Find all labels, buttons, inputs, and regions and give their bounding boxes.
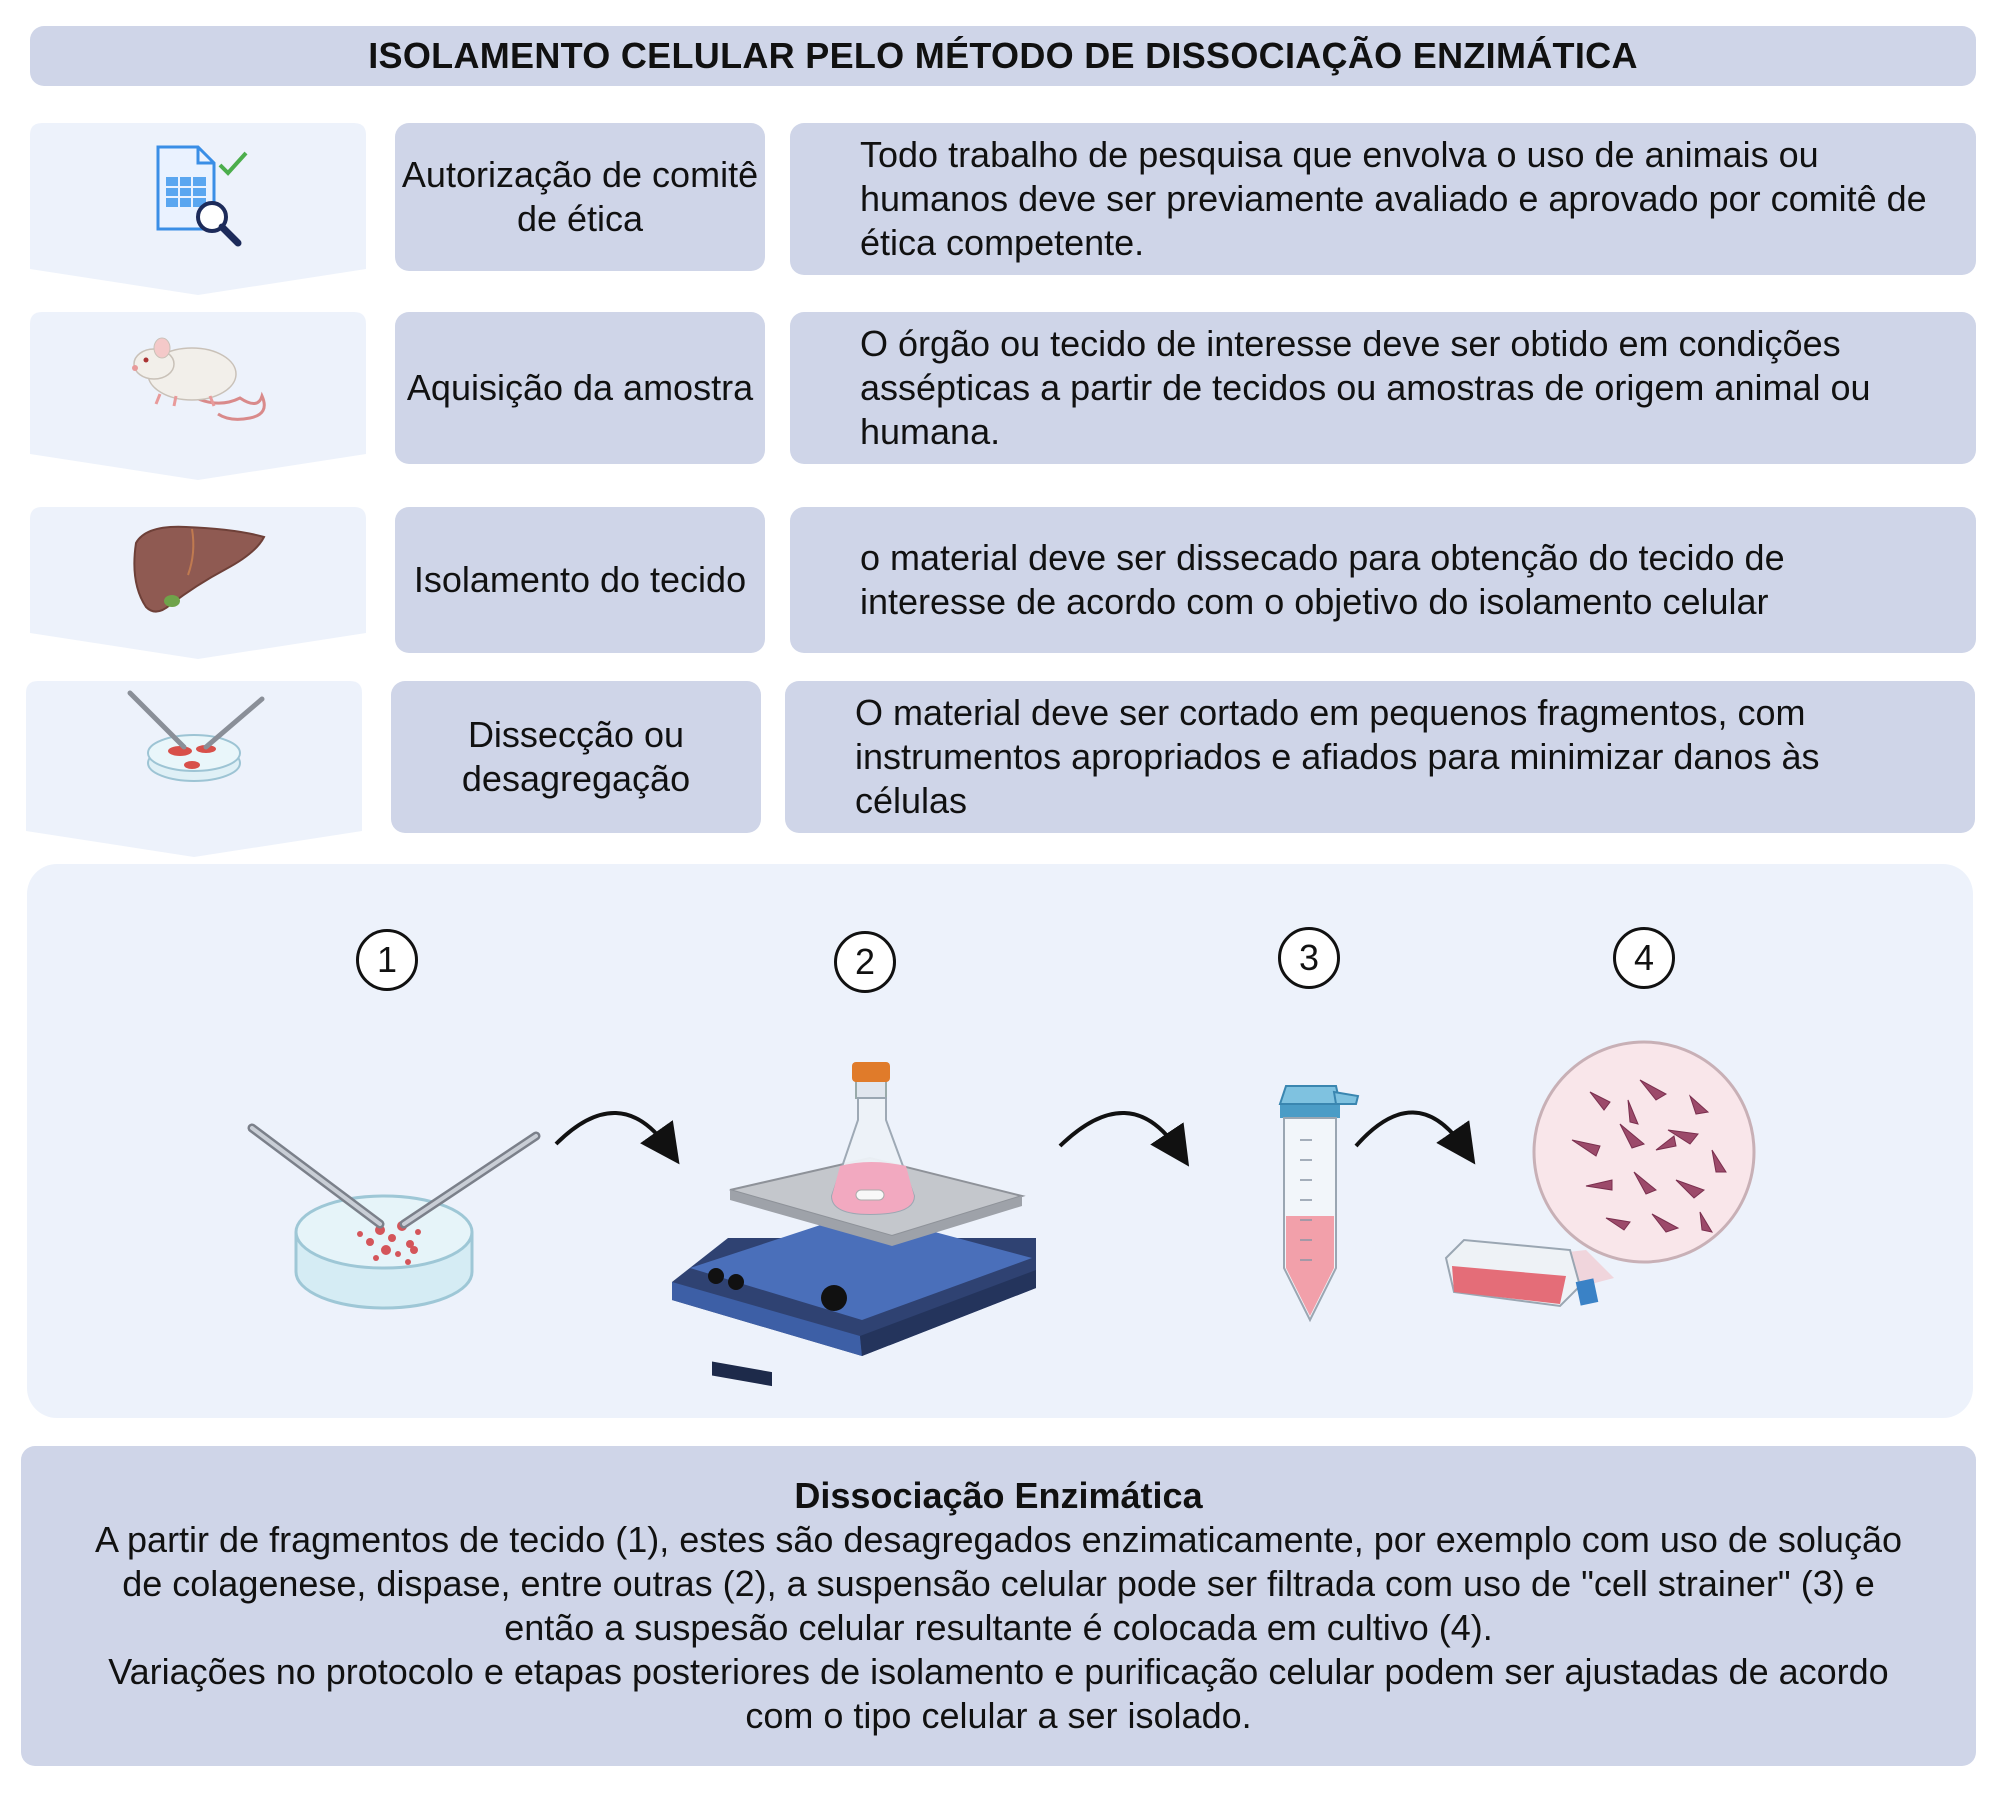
summary-paragraph-2: Variações no protocolo e etapas posteriores de isolamento e purificação celular podem ser ajustadas de acordo com o tipo celular a ser isolado. (108, 1651, 1889, 1736)
summary-panel (21, 1446, 1976, 1766)
tissue-fragments-petri-icon (252, 1128, 536, 1308)
page-title: ISOLAMENTO CELULAR PELO MÉTODO DE DISSOCIAÇÃO ENZIMÁTICA (30, 26, 1976, 86)
arrow-2-to-3 (1060, 1113, 1178, 1150)
step-number-3: 3 (1278, 927, 1340, 989)
step-number-1: 1 (356, 929, 418, 991)
step-4-description-text: O material deve ser cortado em pequenos fragmentos, com instrumentos apropriados e afiados para minimizar danos às células (855, 692, 1820, 821)
step-number-2: 2 (834, 931, 896, 993)
summary-paragraph-1: A partir de fragmentos de tecido (1), estes são desagregados enzimaticamente, por exemplo com uso de solução de colagenese, dispase, entre outras (2), a suspensão celular pode ser filtrada com uso de "cell strainer" (3) e então a suspesão celular resultante é colocada em cultivo (4). (95, 1519, 1902, 1648)
cell-strainer-tube-icon (1280, 1086, 1358, 1320)
flask-shaker-icon (672, 1062, 1036, 1386)
step-number-4: 4 (1613, 927, 1675, 989)
step-4-label: Dissecção ou desagregação (391, 681, 761, 833)
culture-flask-cells-icon (1446, 1042, 1754, 1306)
step-3-description-text: o material deve ser dissecado para obtenção do tecido de interesse de acordo com o objetivo do isolamento celular (860, 537, 1785, 622)
arrow-3-to-4 (1356, 1112, 1464, 1148)
step-1-description-text: Todo trabalho de pesquisa que envolva o uso de animais ou humanos deve ser previamente avaliado e aprovado por comitê de ética competente. (860, 134, 1927, 263)
step-2-label: Aquisição da amostra (395, 312, 765, 464)
summary-title: Dissociação Enzimática (794, 1475, 1203, 1516)
step-2-description-text: O órgão ou tecido de interesse deve ser obtido em condições assépticas a partir de tecidos ou amostras de origem animal ou humana. (860, 323, 1871, 452)
arrow-1-to-2 (556, 1113, 668, 1148)
step-1-label: Autorização de comitê de ética (395, 123, 765, 271)
step-3-label: Isolamento do tecido (395, 507, 765, 653)
